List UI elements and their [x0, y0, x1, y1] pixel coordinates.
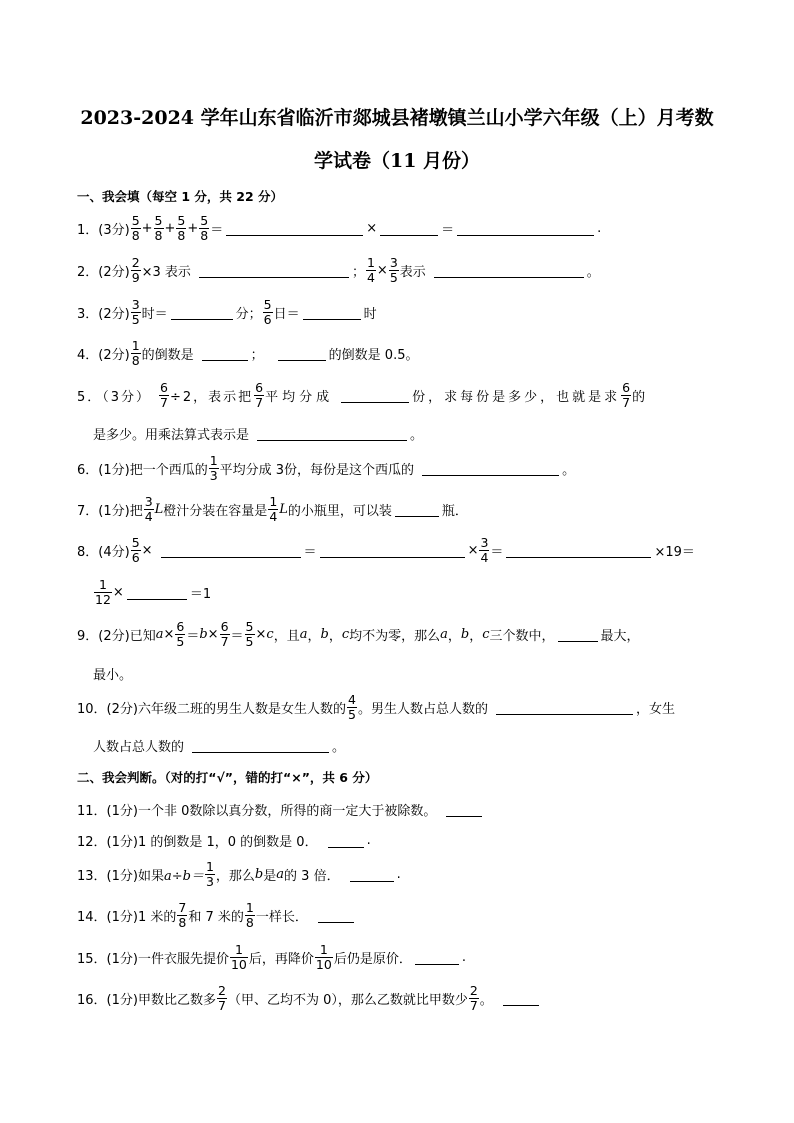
exam-title-line1: 2023-2024 学年山东省临沂市郯城县褚墩镇兰山小学六年级（上）月考数 [80, 107, 714, 129]
question-text: 如果 [137, 868, 164, 884]
answer-blank[interactable] [496, 700, 633, 715]
question-text: 平均分成 [265, 389, 334, 405]
question-text: 均不为零，那么 [349, 628, 441, 644]
plus-sign: + [164, 220, 176, 236]
question-text: 最小。 [93, 667, 133, 683]
question-label: 8．(4分) [77, 544, 130, 560]
question-15 [77, 940, 466, 974]
times-sign: × [255, 626, 267, 642]
period: 。 [586, 264, 600, 280]
question-text: 1 的倒数是 1，0 的倒数是 0． [137, 834, 318, 850]
question-text: ÷2，表示把 [170, 389, 254, 405]
unit-liter: L [279, 501, 288, 517]
question-text: 的小瓶里，可以装 [287, 503, 392, 519]
question-4 [77, 336, 418, 370]
equals-sign: ＝ [210, 222, 224, 238]
plus-sign: + [187, 220, 199, 236]
period: . [396, 866, 401, 882]
fraction-5-8: $\frac{5}{8}$ [200, 212, 209, 243]
question-label: 6．(1分) [77, 462, 130, 478]
fraction-7-8: $\frac{7}{8}$ [178, 899, 187, 930]
question-16 [77, 981, 542, 1015]
question-text: 一个非 0数除以真分数，所得的商一定大于被除数。 [137, 803, 437, 819]
fraction-1-8: $\frac{1}{8}$ [245, 899, 254, 930]
fraction-5-5: $\frac{5}{5}$ [245, 618, 254, 649]
question-label: 1．(3分) [77, 222, 130, 238]
equals-sign: ＝ [186, 628, 200, 644]
times-sign: × [376, 262, 388, 278]
variable-a: a [299, 626, 308, 642]
question-5-line2 [93, 416, 423, 450]
question-text: 平均分成 3份，每份是这个西瓜的 [219, 462, 415, 478]
fraction-1-4: $\frac{1}{4}$ [366, 254, 375, 285]
question-text: 人数占总人数的 [93, 739, 185, 755]
separator: ； [351, 264, 365, 280]
question-text: ，那么 [215, 868, 255, 884]
question-9-line2 [93, 656, 132, 690]
answer-blank[interactable] [434, 263, 584, 278]
section-1-heading: 一、我会填（每空 1 分，共 22 分） [77, 189, 284, 204]
question-text: 。男生人数占总人数的 [357, 701, 488, 717]
question-6 [77, 451, 575, 485]
fraction-6-5: $\frac{6}{5}$ [176, 618, 185, 649]
answer-blank[interactable] [422, 461, 559, 476]
answer-blank[interactable] [202, 346, 248, 361]
question-text: 一样长． [255, 909, 308, 925]
question-12 [77, 823, 371, 857]
question-text: 的 3 倍． [284, 868, 340, 884]
fraction-1-3: $\frac{1}{3}$ [205, 858, 214, 889]
fraction-1-3: $\frac{1}{3}$ [209, 452, 218, 483]
question-text: ×3 表示 [141, 264, 191, 280]
times-sign: × [467, 542, 479, 558]
question-9 [77, 617, 640, 651]
period: 。 [332, 739, 346, 755]
fraction-5-6: $\frac{5}{6}$ [131, 534, 140, 565]
question-label: 2．(2分) [77, 264, 130, 280]
question-text: ＝1 [189, 586, 212, 602]
question-text: 一件衣服先提价 [137, 951, 229, 967]
answer-blank[interactable] [127, 585, 187, 600]
question-3 [77, 295, 377, 329]
question-text: 的 [632, 389, 646, 405]
times-sign: × [207, 626, 219, 642]
question-label: 9．(2分) [77, 628, 130, 644]
answer-blank[interactable] [199, 263, 349, 278]
question-text: 橙汁分装在容量是 [163, 503, 268, 519]
question-label: 4．(2分) [77, 347, 130, 363]
equals-sign: ＝ [490, 544, 504, 560]
question-2 [77, 253, 600, 287]
answer-blank[interactable] [506, 543, 651, 558]
question-text: ，且 [273, 628, 300, 644]
question-text: 三个数中， [489, 628, 555, 644]
fraction-5-8: $\frac{5}{8}$ [177, 212, 186, 243]
question-text: 后，再降价 [248, 951, 314, 967]
variable-a: a [155, 626, 164, 642]
variable-a: a [276, 866, 285, 882]
variable-b: b [460, 626, 470, 642]
question-text: 把 [129, 503, 143, 519]
question-label: 11．(1分) [77, 803, 138, 819]
question-text: 时＝ [141, 306, 168, 322]
fraction-6-7: $\frac{6}{7}$ [160, 379, 168, 410]
answer-blank[interactable] [320, 543, 465, 558]
question-text: 瓶． [441, 503, 468, 519]
fraction-1-10: $\frac{1}{10}$ [315, 941, 332, 972]
period: 。 [479, 992, 493, 1008]
question-10 [77, 690, 675, 724]
fraction-5-6: $\frac{5}{6}$ [263, 296, 272, 327]
answer-blank[interactable] [395, 502, 439, 517]
equals-sign: ＝ [303, 544, 317, 560]
times-sign: × [366, 220, 378, 236]
question-11 [77, 792, 485, 826]
fraction-3-5: $\frac{3}{5}$ [131, 296, 140, 327]
answer-blank[interactable] [446, 802, 482, 817]
variable-c: c [482, 626, 490, 642]
question-text: 把一个西瓜的 [129, 462, 208, 478]
period: 。 [562, 462, 576, 478]
answer-blank[interactable] [318, 908, 354, 923]
comma: ， [328, 628, 342, 644]
equals-sign: ＝ [441, 222, 455, 238]
period: . [461, 949, 466, 965]
times-sign: × [141, 542, 153, 558]
answer-blank[interactable] [171, 305, 233, 320]
question-7 [77, 492, 468, 526]
question-label: 14．(1分) [77, 909, 138, 925]
times-sign: × [112, 584, 124, 600]
fraction-6-7: $\frac{6}{7}$ [622, 379, 631, 410]
question-label: 7．(1分) [77, 503, 130, 519]
question-text: 是 [263, 868, 277, 884]
question-8-line2 [93, 575, 211, 609]
answer-blank[interactable] [161, 543, 301, 558]
question-text: 1 米的 [137, 909, 177, 925]
fraction-2-7: $\frac{2}{7}$ [469, 982, 478, 1013]
fraction-3-4: $\frac{3}{4}$ [480, 534, 489, 565]
question-text: （甲、乙均不为 0），那么乙数就比甲数少 [227, 992, 468, 1008]
question-text: ×19＝ [654, 544, 695, 560]
question-text: 和 7 米的 [188, 909, 244, 925]
variable-b: b [254, 866, 264, 882]
question-text: 最大， [600, 628, 640, 644]
question-13 [77, 857, 401, 891]
question-text: 日＝ [273, 306, 300, 322]
fraction-1-10: $\frac{1}{10}$ [230, 941, 247, 972]
question-text: 甲数比乙数多 [137, 992, 216, 1008]
expression: a÷b＝ [163, 868, 204, 884]
question-label: 16．(1分) [77, 992, 138, 1008]
question-text: 表示 [399, 264, 426, 280]
question-text: 后仍是原价． [333, 951, 412, 967]
plus-sign: + [141, 220, 153, 236]
comma: ， [469, 628, 483, 644]
question-5 [77, 378, 645, 412]
answer-blank[interactable] [303, 305, 361, 320]
fraction-2-9: $\frac{2}{9}$ [131, 254, 140, 285]
question-text: 六年级二班的男生人数是女生人数的 [137, 701, 346, 717]
answer-blank[interactable] [457, 221, 594, 236]
fraction-2-7: $\frac{2}{7}$ [217, 982, 226, 1013]
period: 。 [410, 427, 424, 443]
exam-title-line2: 学试卷（11 月份） [313, 150, 481, 172]
question-8 [77, 533, 695, 567]
fraction-3-4: $\frac{3}{4}$ [144, 493, 153, 524]
variable-c: c [266, 626, 274, 642]
variable-c: c [341, 626, 350, 642]
question-label: 3．(2分) [77, 306, 130, 322]
answer-blank[interactable] [350, 867, 394, 882]
variable-a: a [440, 626, 448, 642]
period: . [366, 832, 371, 848]
question-text: 时 [363, 306, 377, 322]
fraction-1-12: $\frac{1}{12}$ [95, 576, 111, 607]
question-1 [77, 211, 601, 245]
answer-blank[interactable] [558, 627, 598, 642]
answer-blank[interactable] [380, 221, 438, 236]
fraction-5-8: $\frac{5}{8}$ [154, 212, 163, 243]
question-text: 分； [235, 306, 262, 322]
question-text: 的倒数是 [141, 347, 194, 363]
question-text: 的倒数是 0.5。 [328, 347, 419, 363]
fraction-5-8: $\frac{5}{8}$ [131, 212, 140, 243]
fraction-4-5: $\frac{4}{5}$ [347, 691, 356, 722]
section-2-heading: 二、我会判断。（对的打“√”，错的打“×”，共 6 分） [77, 770, 378, 785]
times-sign: × [163, 626, 175, 642]
fraction-1-4: $\frac{1}{4}$ [269, 493, 278, 524]
question-label: 10．(2分) [77, 701, 138, 717]
comma: ， [307, 628, 321, 644]
fraction-6-7: $\frac{6}{7}$ [220, 618, 229, 649]
question-label: 5．（3分） [77, 389, 152, 405]
unit-liter: L [154, 501, 164, 517]
equals-sign: ＝ [230, 628, 244, 644]
question-text: 是多少。用乘法算式表示是 [93, 427, 250, 443]
question-label: 15．(1分) [77, 951, 138, 967]
variable-b: b [320, 626, 329, 642]
answer-blank[interactable] [278, 346, 326, 361]
question-10-line2 [93, 728, 345, 762]
fraction-6-7: $\frac{6}{7}$ [255, 379, 264, 410]
question-text: 已知 [129, 628, 156, 644]
question-text: 份，求每份是多少，也就是求 [412, 389, 621, 405]
answer-blank[interactable] [415, 950, 459, 965]
question-text: ，女生 [635, 701, 675, 717]
answer-blank[interactable] [328, 833, 364, 848]
fraction-1-8: $\frac{1}{8}$ [131, 337, 140, 368]
variable-b: b [199, 626, 208, 642]
separator: ； [250, 347, 264, 363]
answer-blank[interactable] [341, 388, 409, 403]
answer-blank[interactable] [257, 426, 407, 441]
fraction-3-5: $\frac{3}{5}$ [389, 254, 398, 285]
answer-blank[interactable] [192, 738, 329, 753]
comma: ， [447, 628, 461, 644]
answer-blank[interactable] [226, 221, 363, 236]
answer-blank[interactable] [503, 991, 539, 1006]
question-label: 12．(1分) [77, 834, 138, 850]
question-14 [77, 898, 357, 932]
period: . [597, 220, 602, 236]
question-label: 13．(1分) [77, 868, 138, 884]
